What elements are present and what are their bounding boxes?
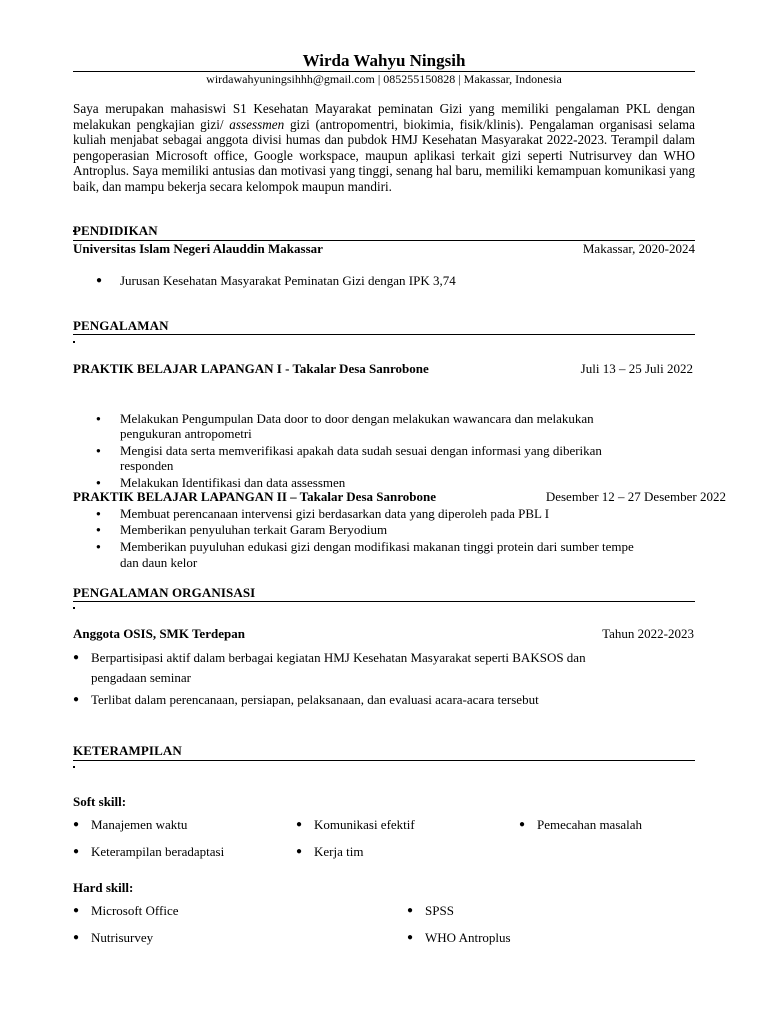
summary-italic: assessmen: [229, 116, 285, 132]
bullet-text-line: pengadaan seminar: [91, 670, 191, 685]
section-heading-organization: PENGALAMAN ORGANISASI: [73, 585, 256, 600]
bullet-text-line: Membuat perencanaan intervensi gizi berdasarkan data yang diperoleh pada PBL I: [120, 506, 550, 521]
job-title-2: PRAKTIK BELAJAR LAPANGAN II – Takalar Desa Sanrobone: [73, 489, 436, 504]
skill-text: SPSS: [425, 903, 454, 918]
experience-divider: [73, 334, 695, 335]
bullet-icon: ●: [96, 525, 101, 534]
skill-text: WHO Antroplus: [425, 930, 511, 945]
bullet-text-line: dan daun kelor: [120, 555, 198, 570]
bullet-icon: ●: [73, 694, 80, 705]
bullet-text-line: Melakukan Pengumpulan Data door to door dengan melakukan wawancara dan melakukan: [120, 411, 594, 426]
bullet-text-line: Memberikan penyuluhan terkait Garam Beryodium: [120, 522, 388, 537]
section-marker: [73, 341, 75, 343]
bullet-icon: ●: [296, 846, 303, 857]
bullet-text-line: pengukuran antropometri: [120, 426, 252, 441]
contact-line: wirdawahyuningsihhh@gmail.com | 085255150828 | Makassar, Indonesia: [206, 72, 562, 86]
skill-text: Komunikasi efektif: [314, 817, 415, 832]
bullet-icon: ●: [96, 478, 101, 487]
skill-text: Kerja tim: [314, 844, 364, 859]
skill-text: Pemecahan masalah: [537, 817, 643, 832]
bullet-icon: ●: [73, 819, 80, 830]
bullet-icon: ●: [407, 905, 414, 916]
bullet-text-line: Berpartisipasi aktif dalam berbagai kegiatan HMJ Kesehatan Masyarakat seperti BAKSOS dan: [91, 650, 586, 665]
bullet-icon: ●: [519, 819, 526, 830]
education-place-date: Makassar, 2020-2024: [582, 241, 695, 256]
bullet-icon: ●: [296, 819, 303, 830]
bullet-icon: ●: [73, 846, 80, 857]
bullet-icon: ●: [73, 652, 80, 663]
education-bullet-text: Jurusan Kesehatan Masyarakat Peminatan Gizi dengan IPK 3,74: [120, 273, 456, 288]
hard-skill-label: Hard skill:: [73, 880, 134, 895]
section-heading-education: PENDIDIKAN: [73, 223, 158, 238]
soft-skill-label: Soft skill:: [73, 794, 127, 809]
bullet-icon: ●: [73, 905, 80, 916]
section-marker: [73, 766, 75, 768]
org-role: Anggota OSIS, SMK Terdepan: [73, 626, 245, 641]
section-heading-skills: KETERAMPILAN: [73, 743, 182, 758]
resume-name: Wirda Wahyu Ningsih: [302, 51, 466, 70]
bullet-text-line: Mengisi data serta memverifikasi apakah data sudah sesuai dengan informasi yang diberikan: [120, 443, 602, 458]
summary-text-1: Saya merupakan mahasiswi S1 Kesehatan Mayarakat peminatan Gizi yang memiliki pengalaman PKL dengan melakukan pengkajian gizi/: [73, 101, 695, 132]
skill-text: Nutrisurvey: [91, 930, 154, 945]
bullet-text-line: Terlibat dalam perencanaan, persiapan, pelaksanaan, dan evaluasi acara-acara tersebut: [91, 692, 539, 707]
skill-text: Keterampilan beradaptasi: [91, 844, 225, 859]
job-title-1: PRAKTIK BELAJAR LAPANGAN I - Takalar Desa Sanrobone: [73, 361, 429, 376]
bullet-icon: ●: [96, 446, 101, 455]
bullet-icon: ●: [96, 542, 101, 551]
bullet-text-line: responden: [120, 458, 174, 473]
skills-divider: [73, 760, 695, 761]
bullet-icon: ●: [96, 509, 101, 518]
bullet-icon: ●: [73, 932, 80, 943]
bullet-icon: ●: [96, 414, 101, 423]
bullet-icon: ●: [407, 932, 414, 943]
job-date-2: Desember 12 – 27 Desember 2022: [545, 489, 726, 504]
org-date: Tahun 2022-2023: [602, 626, 694, 641]
bullet-icon: ●: [96, 275, 103, 286]
summary-text-2: gizi (antropomentri, biokimia, fisik/klinis). Pengalaman organisasi selama kuliah menjabat sebagai anggota divisi humas dan pubdok HMJ Kesehatan Masyarakat 2022-2023. Terampil dalam pengoperasian Microsoft office, Google workspace, maupun aplikasi terkait gizi seperti Nutrisurvey dan WHO Antroplus. Saya memiliki antusias dan motivasi yang tinggi, senang hal baru, memiliki kemampuan komunikasi yang baik, dan mampu bekerja secara kelompok maupun mandiri.: [73, 116, 695, 194]
skill-text: Microsoft Office: [91, 903, 179, 918]
job-date-1: Juli 13 – 25 Juli 2022: [580, 361, 693, 376]
education-school: Universitas Islam Negeri Alauddin Makassar: [73, 241, 323, 256]
skill-text: Manajemen waktu: [91, 817, 188, 832]
organization-divider: [73, 601, 695, 602]
profile-summary: [73, 101, 695, 195]
section-heading-experience: PENGALAMAN: [73, 318, 169, 333]
bullet-text-line: Melakukan Identifikasi dan data assessmen: [120, 475, 346, 490]
section-marker: [73, 607, 75, 609]
bullet-text-line: Memberikan puyuluhan edukasi gizi dengan modifikasi makanan tinggi protein dari sumber tempe: [120, 539, 634, 554]
